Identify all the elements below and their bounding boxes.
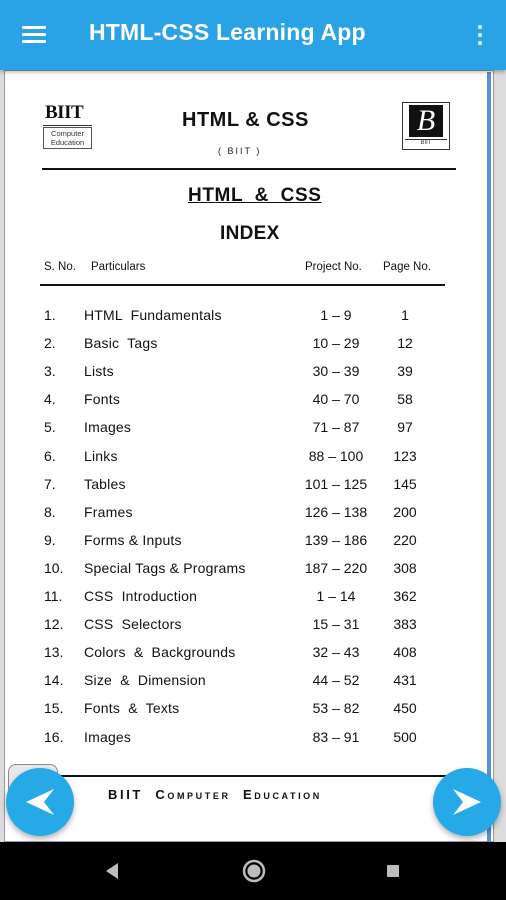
row-sno: 7. bbox=[44, 475, 56, 492]
index-row bbox=[0, 448, 506, 468]
row-sno: 12. bbox=[44, 616, 64, 633]
row-sno: 9. bbox=[44, 531, 56, 548]
row-particular: HTML Fundamentals bbox=[84, 307, 222, 323]
row-particular: Size & Dimension bbox=[84, 672, 206, 689]
row-project-range: 32 – 43 bbox=[312, 644, 360, 661]
index-row bbox=[0, 419, 506, 439]
row-page-number: 39 bbox=[397, 363, 413, 380]
biit-monogram-logo bbox=[402, 102, 450, 150]
row-particular: Images bbox=[84, 419, 132, 436]
row-particular: Links bbox=[84, 447, 118, 464]
row-page-number: 123 bbox=[393, 447, 417, 464]
system-navigation-bar bbox=[0, 842, 506, 900]
row-page-number: 1 bbox=[401, 307, 409, 323]
row-project-range: 10 – 29 bbox=[312, 335, 360, 352]
column-sno: S. No. bbox=[44, 261, 76, 273]
row-page-number: 58 bbox=[397, 391, 413, 408]
row-project-range: 126 – 138 bbox=[304, 503, 368, 520]
biit-logo bbox=[43, 103, 92, 151]
logo-text: BIIT bbox=[45, 102, 84, 123]
row-sno: 6. bbox=[44, 447, 56, 464]
row-project-range: 83 – 91 bbox=[312, 728, 360, 745]
row-sno: 5. bbox=[44, 419, 56, 436]
row-project-range: 15 – 31 bbox=[312, 616, 360, 633]
row-project-range: 44 – 52 bbox=[312, 672, 360, 689]
document-header-subtitle: ( BIIT ) bbox=[218, 146, 262, 156]
monogram-caption: BIIT bbox=[405, 139, 447, 146]
monogram-letter: B bbox=[409, 105, 443, 137]
nav-recents-icon[interactable] bbox=[386, 864, 400, 878]
row-page-number: 145 bbox=[393, 475, 417, 492]
row-sno: 11. bbox=[44, 588, 63, 604]
row-sno: 13. bbox=[44, 644, 64, 661]
app-title: HTML-CSS Learning App bbox=[89, 19, 366, 45]
row-particular: Fonts bbox=[84, 391, 121, 408]
nav-home-icon[interactable] bbox=[241, 858, 267, 884]
row-particular: Lists bbox=[84, 363, 114, 380]
row-project-range: 30 – 39 bbox=[312, 363, 360, 380]
row-sno: 2. bbox=[44, 335, 56, 352]
row-particular: Tables bbox=[84, 475, 126, 492]
row-project-range: 71 – 87 bbox=[312, 419, 360, 436]
document-footer: BIIT Computer Education bbox=[108, 787, 322, 802]
index-row bbox=[0, 560, 506, 580]
row-project-range: 88 – 100 bbox=[308, 447, 364, 464]
index-row bbox=[0, 363, 506, 383]
row-particular: Fonts & Texts bbox=[84, 700, 180, 717]
column-particulars: Particulars bbox=[91, 261, 146, 273]
header-divider bbox=[42, 168, 456, 170]
arrow-right-icon bbox=[451, 786, 483, 818]
index-row bbox=[0, 532, 506, 552]
document-heading: HTML & CSS bbox=[188, 185, 322, 206]
row-particular: Forms & Inputs bbox=[84, 531, 182, 548]
index-row bbox=[0, 307, 506, 327]
index-row bbox=[0, 588, 506, 608]
row-page-number: 431 bbox=[393, 672, 417, 689]
row-project-range: 1 – 9 bbox=[320, 307, 352, 323]
row-page-number: 408 bbox=[393, 644, 417, 661]
row-page-number: 12 bbox=[397, 335, 413, 352]
index-row bbox=[0, 672, 506, 692]
column-project: Project No. bbox=[305, 261, 362, 273]
document-header-title: HTML & CSS bbox=[182, 109, 309, 131]
row-project-range: 101 – 125 bbox=[304, 475, 368, 492]
row-particular: CSS Selectors bbox=[84, 616, 182, 633]
row-project-range: 40 – 70 bbox=[312, 391, 360, 408]
row-sno: 3. bbox=[44, 363, 56, 380]
logo-subtext: Computer Education bbox=[43, 127, 92, 149]
row-particular: Basic Tags bbox=[84, 335, 158, 352]
row-page-number: 362 bbox=[393, 588, 417, 604]
row-sno: 1. bbox=[44, 307, 56, 323]
row-page-number: 200 bbox=[393, 503, 417, 520]
hamburger-menu-icon[interactable] bbox=[22, 26, 46, 44]
row-sno: 4. bbox=[44, 391, 56, 408]
previous-page-button[interactable] bbox=[6, 768, 74, 836]
index-row bbox=[0, 504, 506, 524]
index-row bbox=[0, 700, 506, 720]
row-page-number: 308 bbox=[393, 559, 417, 576]
row-sno: 8. bbox=[44, 503, 56, 520]
row-page-number: 450 bbox=[393, 700, 417, 717]
row-sno: 15. bbox=[44, 700, 64, 717]
row-particular: Frames bbox=[84, 503, 133, 520]
columns-divider bbox=[40, 284, 445, 286]
index-heading: INDEX bbox=[220, 223, 280, 244]
row-sno: 16. bbox=[44, 728, 64, 745]
vertical-dots-icon[interactable] bbox=[470, 23, 490, 47]
row-page-number: 500 bbox=[393, 728, 417, 745]
index-row bbox=[0, 729, 506, 749]
row-particular: Special Tags & Programs bbox=[84, 559, 246, 576]
index-row bbox=[0, 616, 506, 636]
column-page: Page No. bbox=[383, 261, 431, 273]
index-row bbox=[0, 644, 506, 664]
row-page-number: 383 bbox=[393, 616, 417, 633]
index-row bbox=[0, 391, 506, 411]
footer-divider bbox=[40, 775, 468, 777]
row-page-number: 97 bbox=[397, 419, 413, 436]
row-page-number: 220 bbox=[393, 531, 417, 548]
nav-back-icon[interactable] bbox=[104, 862, 120, 880]
row-project-range: 1 – 14 bbox=[316, 588, 356, 604]
row-sno: 14. bbox=[44, 672, 64, 689]
row-particular: Colors & Backgrounds bbox=[84, 644, 236, 661]
app-bar bbox=[0, 0, 506, 70]
index-row bbox=[0, 335, 506, 355]
row-particular: CSS Introduction bbox=[84, 588, 198, 604]
index-row bbox=[0, 476, 506, 496]
row-project-range: 187 – 220 bbox=[304, 559, 368, 576]
row-particular: Images bbox=[84, 728, 132, 745]
next-page-button[interactable] bbox=[433, 768, 501, 836]
row-project-range: 53 – 82 bbox=[312, 700, 360, 717]
row-project-range: 139 – 186 bbox=[304, 531, 368, 548]
row-sno: 10. bbox=[44, 559, 64, 576]
arrow-left-icon bbox=[24, 786, 56, 818]
